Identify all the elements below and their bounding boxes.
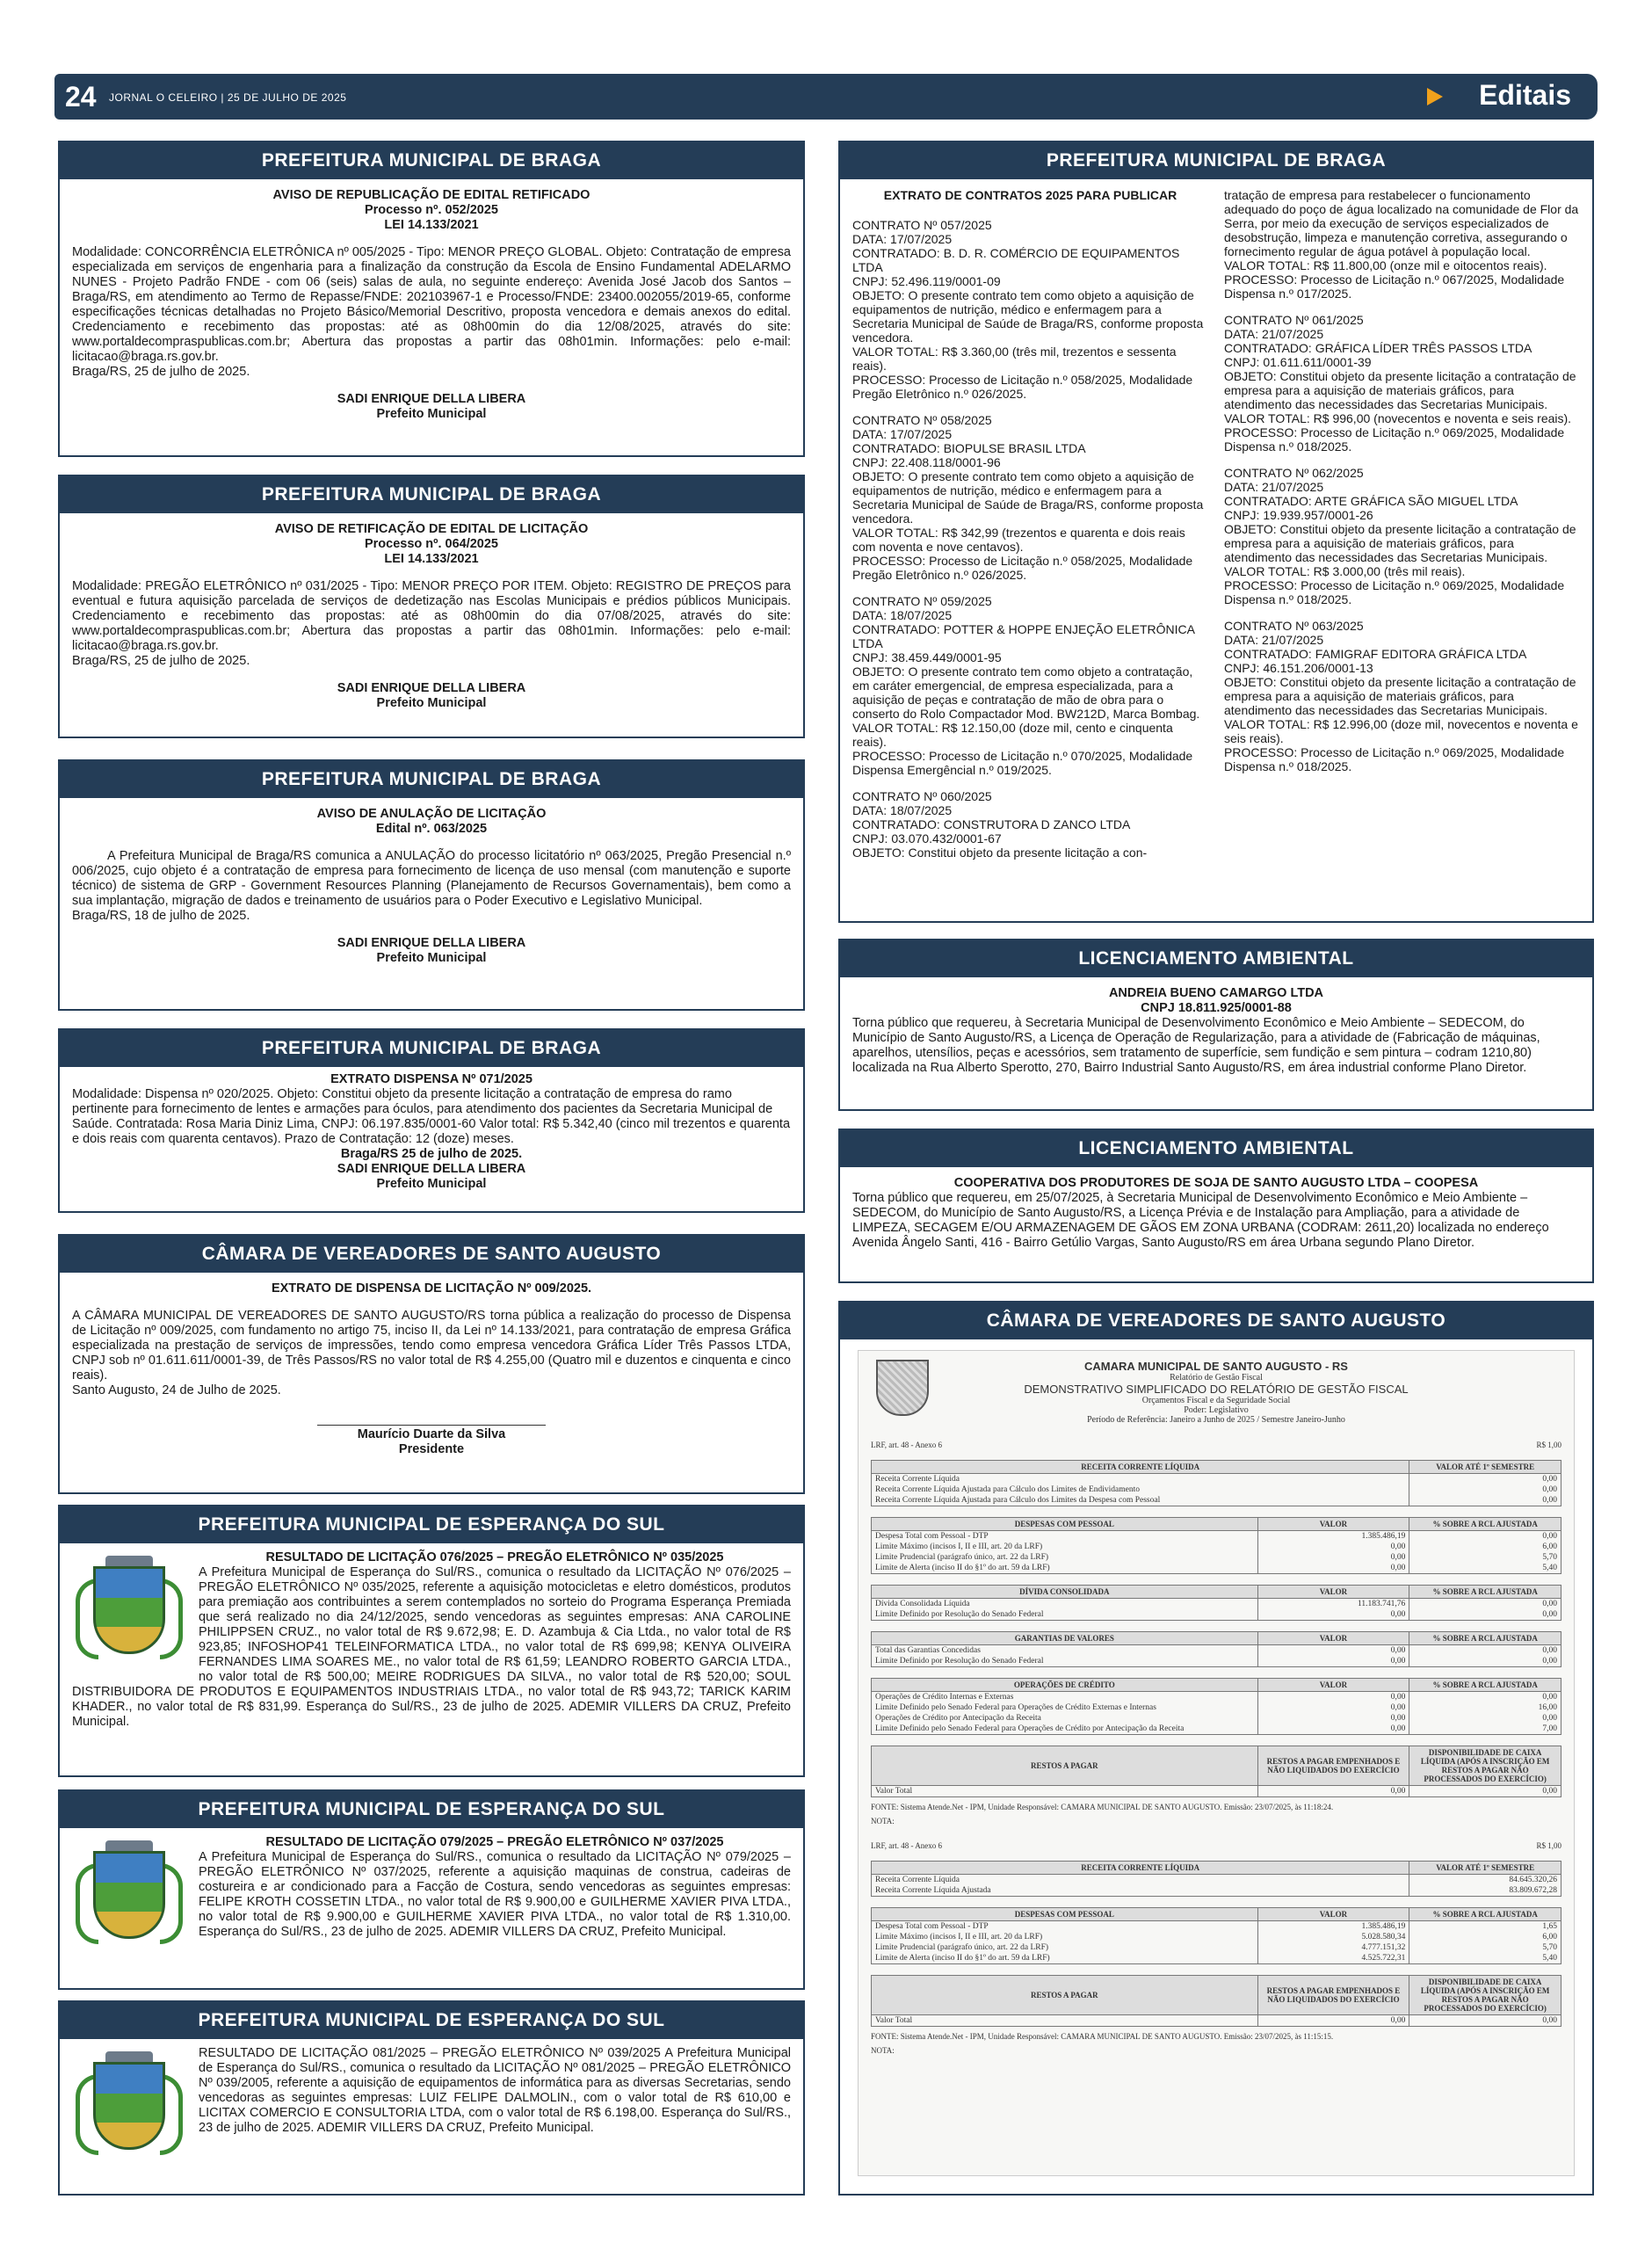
contract-line: CNPJ: 19.939.957/0001-26 — [1224, 508, 1373, 522]
table-header-cell: RECEITA CORRENTE LÍQUIDA — [872, 1461, 1409, 1474]
table-cell: 6,00 — [1409, 1932, 1561, 1942]
table-row — [872, 1702, 1561, 1713]
table-cell: 11.183.741,76 — [1257, 1599, 1409, 1610]
notice-edital: Edital nº. 063/2025 — [375, 822, 488, 836]
table-cell: Valor Total — [872, 2015, 1258, 2027]
contract-line: VALOR TOTAL: R$ 3.360,00 (três mil, trezentos e sessenta reais). — [852, 345, 1177, 373]
table-header-cell: RESTOS A PAGAR — [872, 1746, 1258, 1786]
contract-line: CONTRATO Nº 060/2025 — [852, 789, 992, 803]
table-header-cell: RECEITA CORRENTE LÍQUIDA — [872, 1862, 1409, 1875]
table-row — [872, 1599, 1561, 1610]
table-cell: 0,00 — [1409, 1484, 1561, 1495]
table-header-cell: VALOR — [1257, 1679, 1409, 1692]
notice-title: LICENCIAMENTO AMBIENTAL — [840, 1130, 1592, 1167]
contract-line: PROCESSO: Processo de Licitação n.º 058/2025, Modalidade Pregão Eletrônico n.º 026/2025. — [852, 373, 1193, 401]
signature-name: SADI ENRIQUE DELLA LIBERA — [337, 681, 526, 695]
table-header-cell: % SOBRE A RCL AJUSTADA — [1409, 1679, 1561, 1692]
notice-title: CÂMARA DE VEREADORES DE SANTO AUGUSTO — [840, 1303, 1592, 1339]
table-divida — [871, 1585, 1561, 1621]
notice-cnpj: CNPJ 18.811.925/0001-88 — [1141, 1001, 1292, 1015]
table-receita-2 — [871, 1861, 1561, 1897]
contract-line: CONTRATADO: ARTE GRÁFICA SÃO MIGUEL LTDA — [1224, 494, 1518, 508]
table-row — [872, 1875, 1561, 1886]
table-cell: 0,00 — [1257, 1563, 1409, 1574]
contract-line: CNPJ: 03.070.432/0001-67 — [852, 831, 1002, 846]
contract-line: CONTRATADO: POTTER & HOPPE ENJEÇÃO ELETRÔNICA LTDA — [852, 622, 1195, 650]
municipal-crest-icon — [72, 1556, 186, 1670]
table-header-cell: DISPONIBILIDADE DE CAIXA LÍQUIDA (APÓS A INSCRIÇÃO EM RESTOS A PAGAR NÃO PROCESSADOS DO EXERCÍCIO) — [1409, 1976, 1561, 2015]
notice-body: RESULTADO DE LICITAÇÃO 081/2025 – PREGÃO ELETRÔNICO Nº 039/2025 A Prefeitura Municipal de Esperança do Sul/RS., comunica o resultado da LICITAÇÃO Nº 081/2025 – PREGÃO ELETRÔNICO Nº 039/2005, referente a aquisição de equipamentos de informática para as diversas Secretarias, sendo vencedoras as seguintes empresas: LUIZ FELIPE DALMOLIN., com o valor total de R$ 610,00 e LICITAX COMERCIO E CONSULTORIA LTDA, com o valor total de R$ 6.198,00. Esperança do Sul/RS., 23 de julho de 2025. ADEMIR VILLERS DA CRUZ, Prefeito Municipal. — [199, 2046, 791, 2135]
contract-line: DATA: 21/07/2025 — [1224, 633, 1324, 647]
table-header-cell: VALOR — [1257, 1518, 1409, 1531]
table-cell: Despesa Total com Pessoal - DTP — [872, 1531, 1258, 1542]
notice-date: Braga/RS, 25 de julho de 2025. — [72, 365, 250, 379]
table-header-cell: DESPESAS COM PESSOAL — [872, 1908, 1258, 1921]
table-cell: Receita Corrente Líquida Ajustada — [872, 1885, 1409, 1897]
report-subtitle: Relatório de Gestão Fiscal — [1170, 1373, 1263, 1383]
notice-title: PREFEITURA MUNICIPAL DE BRAGA — [60, 1030, 803, 1067]
table-header-cell: DISPONIBILIDADE DE CAIXA LÍQUIDA (APÓS A INSCRIÇÃO EM RESTOS A PAGAR NÃO PROCESSADOS DO EXERCÍCIO) — [1409, 1746, 1561, 1786]
notice-body: Modalidade: Dispensa nº 020/2025. Objeto: Constitui objeto da presente licitação a contratação de empresa do ramo pertinente para fornecimento de lentes e armações para óculos, para atendimento dos pacientes da Secretaria Municipal de Saúde. Contratada: Rosa Maria Diniz Lima, CNPJ: 06.197.835/0001-60 Valor total: R$ 5.342,40 (cinco mil trezentos e quarenta e dois reais com quarenta centavos). Prazo de Contratação: 12 (doze) meses. — [72, 1087, 791, 1146]
table-cell: Dívida Consolidada Líquida — [872, 1599, 1258, 1610]
table-cell: 16,00 — [1409, 1702, 1561, 1713]
play-arrow-icon — [1427, 88, 1443, 105]
signature-role: Presidente — [398, 1442, 465, 1456]
contract-line: VALOR TOTAL: R$ 996,00 (novecentos e noventa e seis reais). — [1224, 411, 1572, 425]
table-cell: 0,00 — [1409, 1656, 1561, 1667]
table-cell: 0,00 — [1409, 1474, 1561, 1485]
table-cell: Receita Corrente Líquida — [872, 1875, 1409, 1886]
contract-line: CNPJ: 46.151.206/0001-13 — [1224, 661, 1373, 675]
table-row — [872, 1724, 1561, 1735]
notice-licenciamento-coopesa — [838, 1129, 1594, 1283]
contract-line: CONTRATADO: B. D. R. COMÉRCIO DE EQUIPAMENTOS LTDA — [852, 246, 1180, 274]
contract-line: PROCESSO: Processo de Licitação n.º 069/2025, Modalidade Dispensa n.º 018/2025. — [1224, 425, 1565, 454]
table-cell: 0,00 — [1257, 1552, 1409, 1563]
contract-line: CONTRATADO: GRÁFICA LÍDER TRÊS PASSOS LTDA — [1224, 341, 1532, 355]
table-row — [872, 1552, 1561, 1563]
notice-body: Torna público que requereu, à Secretaria Municipal de Desenvolvimento Econômico e Meio Ambiente – SEDECOM, do Município de Santo Augusto/RS, a Licença de Operação de Regularização, para a atividade de (Fabricação de máquinas, aparelhos, utensílios, peças e acessórios, sem tratamento de superfície, sem fundição e sem pintura – codram 1210,80) localizada na Rua Alberto Sperotto, 270, Bairro Industrial Santo Augusto/RS, em área industrial conforme Plano Diretor. — [852, 1016, 1540, 1075]
table-header-cell: % SOBRE A RCL AJUSTADA — [1409, 1908, 1561, 1921]
table-row — [872, 1885, 1561, 1897]
table-cell: 5,40 — [1409, 1563, 1561, 1574]
report-source: FONTE: Sistema Atende.Net - IPM, Unidade Responsável: CAMARA MUNICIPAL DE SANTO AUGUSTO. Emissão: 23/07/2025, às 11:18:24. — [871, 1803, 1334, 1811]
notice-title: PREFEITURA MUNICIPAL DE BRAGA — [840, 142, 1592, 179]
contract-line: VALOR TOTAL: R$ 11.800,00 (onze mil e oitocentos reais). — [1224, 258, 1547, 272]
contract-line: PROCESSO: Processo de Licitação n.º 069/2025, Modalidade Dispensa n.º 018/2025. — [1224, 745, 1565, 773]
table-cell: Limite Máximo (incisos I, II e III, art. 20 da LRF) — [872, 1932, 1258, 1942]
contract-line: VALOR TOTAL: R$ 3.000,00 (três mil reais). — [1224, 564, 1466, 578]
contract-line: CNPJ: 38.459.449/0001-95 — [852, 650, 1002, 664]
page-number: 24 — [65, 81, 97, 112]
coat-of-arms-icon — [876, 1360, 929, 1416]
table-cell: Total das Garantias Concedidas — [872, 1645, 1258, 1657]
table-restos — [871, 1746, 1561, 1797]
issue-label: JORNAL O CELEIRO | 25 DE JULHO DE 2025 — [109, 91, 347, 104]
table-row — [872, 1656, 1561, 1667]
contract-line: CONTRATO Nº 061/2025 — [1224, 313, 1364, 327]
table-cell: 0,00 — [1409, 1692, 1561, 1703]
notice-heading: COOPERATIVA DOS PRODUTORES DE SOJA DE SANTO AUGUSTO LTDA – COOPESA — [953, 1176, 1479, 1190]
contract-line: OBJETO: O presente contrato tem como objeto a contratação, em caráter emergencial, de empresa especializada, para a aquisição de peças e contratação de mão de obra para o conserto do Rolo Compactador Mod. BW212D, Marca Bombag. — [852, 664, 1200, 721]
table-cell: 4.525.722,31 — [1257, 1953, 1409, 1964]
table-cell: 0,00 — [1409, 1495, 1561, 1506]
contract-line: OBJETO: O presente contrato tem como objeto a aquisição de equipamentos de nutrição, médico e enfermagem para a Secretaria Municipal de Saúde de Braga/RS, conforme proposta vencedora. — [852, 469, 1204, 526]
table-cell: Limite Definido por Resolução do Senado Federal — [872, 1609, 1258, 1621]
notice-body: A CÂMARA MUNICIPAL DE VEREADORES DE SANTO AUGUSTO/RS torna pública a realização do processo de Dispensa de Licitação nº 009/2025, com fundamento no artigo 75, inciso II, da Lei nº 14.133/2021, para contratação de empresa Gráfica especializada na prestação de serviços de impressões, tendo como empresa vencedora Gráfica Líder Três Passos LTDA, CNPJ sob nº 01.611.611/0001-39, de Três Passos/RS no valor total de R$ 4.255,00 (Quatro mil e duzentos e cinquenta e cinco reais). — [72, 1309, 791, 1383]
table-header-cell: VALOR ATÉ 1º SEMESTRE — [1409, 1862, 1561, 1875]
notice-braga-anulacao — [58, 759, 805, 1011]
table-row — [872, 1563, 1561, 1574]
table-row — [872, 1786, 1561, 1797]
contract-line: CNPJ: 22.408.118/0001-96 — [852, 455, 1001, 469]
table-cell: 7,00 — [1409, 1724, 1561, 1735]
notice-heading: RESULTADO DE LICITAÇÃO 076/2025 – PREGÃO ELETRÔNICO Nº 035/2025 — [265, 1550, 724, 1564]
contract-line: OBJETO: Constitui objeto da presente licitação a contratação de empresa para a aquisição de materiais gráficos, para atendimento das necessidades das Secretarias Municipais. — [1224, 522, 1576, 564]
table-despesas — [871, 1517, 1561, 1574]
table-row — [872, 1484, 1561, 1495]
contract-line: DATA: 17/07/2025 — [852, 232, 953, 246]
table-cell: Limite Prudencial (parágrafo único, art. 22 da LRF) — [872, 1552, 1258, 1563]
table-despesas-2 — [871, 1907, 1561, 1964]
notice-body: Torna público que requereu, em 25/07/2025, à Secretaria Municipal de Desenvolvimento Econômico e Meio Ambiente – SEDECOM, do Município de Santo Augusto/RS, a Licença Prévia e de Instalação para Ampliação, para a atividade de LIMPEZA, SECAGEM E/OU ARMAZENAGEM DE GÃOS EM ZONA URBANA (CODRAM: 2611,20) localizada no endereço Avenida Ângelo Santi, 416 - Bairro Getúlio Vargas, Santo Augusto/RS em área Urbana segundo Plano Diretor. — [852, 1191, 1549, 1250]
notice-title: CÂMARA DE VEREADORES DE SANTO AUGUSTO — [60, 1236, 803, 1273]
page-header — [54, 74, 1598, 120]
table-row — [872, 1495, 1561, 1506]
contract-line: CONTRATO Nº 057/2025 — [852, 218, 992, 232]
table-receita — [871, 1460, 1561, 1506]
table-cell: Limite Definido pelo Senado Federal para Operações de Crédito por Antecipação da Receita — [872, 1724, 1258, 1735]
notice-braga-retificacao — [58, 475, 805, 738]
notice-title: PREFEITURA MUNICIPAL DE BRAGA — [60, 142, 803, 179]
table-cell: 83.809.672,28 — [1409, 1885, 1561, 1897]
table-row — [872, 1609, 1561, 1621]
table-header-cell: OPERAÇÕES DE CRÉDITO — [872, 1679, 1258, 1692]
table-row — [872, 1531, 1561, 1542]
table-cell: Limite de Alerta (inciso II do §1º do art. 59 da LRF) — [872, 1953, 1258, 1964]
lrf-tag: LRF, art. 48 - Anexo 6 — [871, 1441, 943, 1449]
table-cell: 5.028.580,34 — [1257, 1932, 1409, 1942]
contract-line: DATA: 21/07/2025 — [1224, 327, 1324, 341]
table-cell: Receita Corrente Líquida Ajustada para Cálculo dos Limites de Endividamento — [872, 1484, 1409, 1495]
table-cell: Despesa Total com Pessoal - DTP — [872, 1921, 1258, 1933]
table-cell: 0,00 — [1409, 1713, 1561, 1724]
report-name: DEMONSTRATIVO SIMPLIFICADO DO RELATÓRIO DE GESTÃO FISCAL — [1024, 1383, 1409, 1396]
contract-line: VALOR TOTAL: R$ 342,99 (trezentos e quarenta e dois reais com noventa e nove centavos). — [852, 526, 1185, 554]
table-cell: 5,70 — [1409, 1552, 1561, 1563]
table-row — [872, 2015, 1561, 2027]
contract-line: OBJETO: O presente contrato tem como objeto a aquisição de equipamentos de nutrição, médico e enfermagem para a Secretaria Municipal de Saúde de Braga/RS, conforme proposta vencedora. — [852, 288, 1204, 345]
report-title: CAMARA MUNICIPAL DE SANTO AUGUSTO - RS — [1084, 1360, 1348, 1373]
table-header-cell: RESTOS A PAGAR EMPENHADOS E NÃO LIQUIDADOS DO EXERCÍCIO — [1257, 1976, 1409, 2015]
notice-braga-extrato-contratos — [838, 141, 1594, 923]
contract-line: OBJETO: Constitui objeto da presente licitação a con- — [852, 846, 1148, 860]
notice-process: Processo nº. 064/2025 — [364, 537, 498, 551]
table-row — [872, 1474, 1561, 1485]
report-budget: Orçamentos Fiscal e da Seguridade Social — [1141, 1396, 1291, 1405]
contract-line: tratação de empresa para restabelecer o funcionamento adequado do poço de água localizado na comunidade de Flor da Serra, por meio da execução de serviços especializados de desobstrução, limpeza e manutenção corretiva, assegurando o fornecimento regular de água potável à população local. — [1224, 188, 1579, 258]
signature-name: SADI ENRIQUE DELLA LIBERA — [337, 392, 526, 406]
contract-line: VALOR TOTAL: R$ 12.996,00 (doze mil, novecentos e noventa e seis reais). — [1224, 717, 1578, 745]
signature-name: SADI ENRIQUE DELLA LIBERA — [337, 1162, 526, 1176]
notice-heading: AVISO DE ANULAÇÃO DE LICITAÇÃO — [316, 807, 547, 821]
contract-line: CNPJ: 01.611.611/0001-39 — [1224, 355, 1372, 369]
table-cell: Receita Corrente Líquida Ajustada para Cálculo dos Limites da Despesa com Pessoal — [872, 1495, 1409, 1506]
notice-law: LEI 14.133/2021 — [384, 218, 479, 232]
table-cell: Limite Máximo (incisos I, II e III, art. 20 da LRF) — [872, 1542, 1258, 1552]
table-cell: 0,00 — [1257, 1609, 1409, 1621]
table-restos-2 — [871, 1975, 1561, 2027]
currency-tag: R$ 1,00 — [1536, 1441, 1561, 1449]
table-cell: Receita Corrente Líquida — [872, 1474, 1409, 1485]
table-cell: Limite Definido por Resolução do Senado Federal — [872, 1656, 1258, 1667]
notice-braga-dispensa — [58, 1028, 805, 1213]
table-operacoes — [871, 1678, 1561, 1735]
notice-licenciamento-andreia — [838, 939, 1594, 1111]
table-cell: Valor Total — [872, 1786, 1258, 1797]
table-header-cell: VALOR — [1257, 1908, 1409, 1921]
table-cell: 0,00 — [1257, 1645, 1409, 1657]
table-header-cell: % SOBRE A RCL AJUSTADA — [1409, 1632, 1561, 1645]
notice-braga-republicacao — [58, 141, 805, 457]
extrato-right-column — [1224, 188, 1580, 860]
table-header-cell: % SOBRE A RCL AJUSTADA — [1409, 1518, 1561, 1531]
table-cell: 0,00 — [1409, 1599, 1561, 1610]
contract-line: PROCESSO: Processo de Licitação n.º 070/2025, Modalidade Dispensa Emergêncial n.º 019/2025. — [852, 749, 1193, 777]
table-cell: 0,00 — [1409, 1609, 1561, 1621]
table-cell: 0,00 — [1257, 1692, 1409, 1703]
table-cell: 0,00 — [1257, 1786, 1409, 1797]
contract-line: DATA: 21/07/2025 — [1224, 480, 1324, 494]
contract-line: CONTRATADO: FAMIGRAF EDITORA GRÁFICA LTDA — [1224, 647, 1527, 661]
signature-role: Prefeito Municipal — [376, 407, 487, 421]
table-cell: 0,00 — [1257, 1724, 1409, 1735]
table-cell: 0,00 — [1409, 1531, 1561, 1542]
table-header-cell: RESTOS A PAGAR EMPENHADOS E NÃO LIQUIDADOS DO EXERCÍCIO — [1257, 1746, 1409, 1786]
table-cell: Operações de Crédito Internas e Externas — [872, 1692, 1258, 1703]
notice-title: PREFEITURA MUNICIPAL DE ESPERANÇA DO SUL — [60, 1506, 803, 1543]
notice-heading: EXTRATO DE DISPENSA DE LICITAÇÃO Nº 009/2025. — [271, 1281, 592, 1296]
signature-name: SADI ENRIQUE DELLA LIBERA — [337, 936, 526, 950]
notice-body: Modalidade: CONCORRÊNCIA ELETRÔNICA nº 005/2025 - Tipo: MENOR PREÇO GLOBAL. Objeto: Contratação de empresa especializada em serviços de engenharia para a finalização da construção da Escola de Ensino Fundamental ADELARMO NUNES - Projeto Padrão FNDE - com 06 (seis) salas de aula, no seguinte endereço: Avenida José Jacob dos Santos – Braga/RS, em atendimento ao Termo de Repasse/FNDE: 202103967-1 e Processo/FNDE: 23400.002055/2019-65, conforme especificações técnicas detalhadas no Projeto Básico/Memorial Descritivo, proposta vencedora e demais anexos do edital. Credenciamento e recebimento das propostas: até as 08h00min do dia 12/08/2025, através do site: www.portaldecompraspublicas.com.br; Abertura das propostas a partir das 08h01min. Informações: pelo e-mail: licitacao@braga.rs.gov.br. — [72, 245, 791, 364]
notice-heading: AVISO DE RETIFICAÇÃO DE EDITAL DE LICITAÇÃO — [274, 522, 589, 536]
table-header-cell: RESTOS A PAGAR — [872, 1976, 1258, 2015]
notice-title: PREFEITURA MUNICIPAL DE BRAGA — [60, 476, 803, 513]
report-note: NOTA: — [871, 2046, 895, 2055]
notice-body: Modalidade: PREGÃO ELETRÔNICO nº 031/2025 - Tipo: MENOR PREÇO POR ITEM. Objeto: REGISTRO DE PREÇOS para eventual e futura aquisição parcelada de serviços de dedetização nas Escolas Municipais e prédios públicos Municipais. Credenciamento e recebimento das propostas: até as 08h00min do dia 07/08/2025, através do site: www.portaldecompraspublicas.com.br; Abertura das propostas a partir das 08h01min. Informações: pelo e-mail: licitacao@braga.rs.gov.br. — [72, 579, 791, 653]
table-row — [872, 1692, 1561, 1703]
municipal-crest-icon — [72, 2051, 186, 2166]
notice-law: LEI 14.133/2021 — [384, 552, 479, 566]
contract-line: DATA: 18/07/2025 — [852, 608, 953, 622]
contract-line: PROCESSO: Processo de Licitação n.º 069/2025, Modalidade Dispensa n.º 018/2025. — [1224, 578, 1565, 606]
signature-role: Prefeito Municipal — [376, 951, 487, 965]
signature-line — [317, 1425, 546, 1426]
fiscal-report-scan — [858, 1350, 1575, 2176]
extrato-left-column — [852, 188, 1208, 860]
municipal-crest-icon — [72, 1840, 186, 1955]
table-header-cell: % SOBRE A RCL AJUSTADA — [1409, 1586, 1561, 1599]
table-row — [872, 1921, 1561, 1933]
table-cell: 5,70 — [1409, 1942, 1561, 1953]
table-header-cell: VALOR — [1257, 1586, 1409, 1599]
table-header-cell: DESPESAS COM PESSOAL — [872, 1518, 1258, 1531]
extrato-heading: EXTRATO DE CONTRATOS 2025 PARA PUBLICAR — [883, 188, 1177, 202]
notice-camara-dispensa — [58, 1234, 805, 1494]
table-cell: 0,00 — [1257, 1656, 1409, 1667]
notice-body: A Prefeitura Municipal de Esperança do Sul/RS., comunica o resultado da LICITAÇÃO Nº 076/2025 – PREGÃO ELETRÔNICO Nº 035/2025, referente a aquisição motocicletas e eletro domésticos, produtos para premiação aos contribuintes a serem contemplados no sorteio do Programa Esperança Premiada que será realizado no dia 24/12/2025, sendo vencedoras as seguintes empresas: ANA CAROLINE PHILIPPSEN CRUZ., no valor total de R$ 9.672,98; E. D. Azambuja & Cia Ltda., no valor total de R$ 923,85; INFOSHOP41 TELEINFORMATICA LTDA., no valor total de R$ 699,98; KENYA OLIVEIRA FERNANDES LIMA SOARES ME., no valor total de R$ 61,59; LEANDRO ROBERTO GARCIA LTDA., no valor total de R$ 500,00; MEIRE RODRIGUES DA SILVA., no valor total de R$ 520,00; SOUL DISTRIBUIDORA DE PRODUTOS E EQUIPAMENTOS INDUSTRIAIS LTDA., no valor total de R$ 943,72; TARICK KARIM KHADER., no valor total de R$ 831,99. Esperança do Sul/RS., 23 de julho de 2025. ADEMIR VILLERS DA CRUZ, Prefeito Municipal. — [72, 1565, 791, 1729]
notice-esperanca-081 — [58, 2000, 805, 2196]
table-row — [872, 1942, 1561, 1953]
table-row — [872, 1932, 1561, 1942]
report-period: Período de Referência: Janeiro a Junho de 2025 / Semestre Janeiro-Junho — [1087, 1415, 1345, 1425]
signature-role: Prefeito Municipal — [376, 1177, 487, 1191]
notice-date: Braga/RS 25 de julho de 2025. — [340, 1147, 523, 1161]
notice-heading: RESULTADO DE LICITAÇÃO 079/2025 – PREGÃO ELETRÔNICO Nº 037/2025 — [265, 1835, 724, 1849]
notice-title: PREFEITURA MUNICIPAL DE ESPERANÇA DO SUL — [60, 1791, 803, 1828]
table-cell: Operações de Crédito por Antecipação da Receita — [872, 1713, 1258, 1724]
table-cell: 1.385.486,19 — [1257, 1531, 1409, 1542]
notice-date: Braga/RS, 18 de julho de 2025. — [72, 909, 250, 923]
table-row — [872, 1713, 1561, 1724]
notice-heading: ANDREIA BUENO CAMARGO LTDA — [1108, 986, 1324, 1000]
contract-line: DATA: 18/07/2025 — [852, 803, 953, 817]
table-row — [872, 1645, 1561, 1657]
notice-camara-relatorio — [838, 1301, 1594, 2196]
notice-esperanca-079 — [58, 1789, 805, 1990]
table-cell: 0,00 — [1257, 1542, 1409, 1552]
contract-line: OBJETO: Constitui objeto da presente licitação a contratação de empresa para a aquisição de materiais gráficos, para atendimento das necessidades das Secretarias Municipais. — [1224, 675, 1576, 717]
report-power: Poder: Legislativo — [1184, 1405, 1249, 1415]
notice-date: Braga/RS, 25 de julho de 2025. — [72, 654, 250, 668]
notice-title: LICENCIAMENTO AMBIENTAL — [840, 940, 1592, 977]
table-row — [872, 1953, 1561, 1964]
contract-line: CONTRATADO: BIOPULSE BRASIL LTDA — [852, 441, 1086, 455]
notice-body: A Prefeitura Municipal de Braga/RS comunica a ANULAÇÃO do processo licitatório nº 063/2025, Pregão Presencial n.º 006/2025, cujo objeto é a contratação de empresa para fornecimento de licença de uso mensal (com manutenção e suporte técnico) de sistema de GRP - Government Resources Planning (Planejamento de Recursos Governamentais), bem como a sua implantação, migração de dados e treinamento de usuários para o Poder Executivo e Legislativo Municipal. — [72, 849, 791, 908]
notice-heading: EXTRATO DISPENSA Nº 071/2025 — [330, 1072, 533, 1086]
table-cell: Limite Prudencial (parágrafo único, art. 22 da LRF) — [872, 1942, 1258, 1953]
table-cell: 0,00 — [1257, 1713, 1409, 1724]
contract-line: CONTRATO Nº 058/2025 — [852, 413, 992, 427]
contract-line: CONTRATO Nº 062/2025 — [1224, 466, 1364, 480]
signature-name: Maurício Duarte da Silva — [357, 1427, 506, 1441]
section-title: Editais — [1479, 79, 1571, 111]
table-cell: 5,40 — [1409, 1953, 1561, 1964]
contract-line: DATA: 17/07/2025 — [852, 427, 953, 441]
table-header-cell: VALOR — [1257, 1632, 1409, 1645]
signature-role: Prefeito Municipal — [376, 696, 487, 710]
table-header-cell: DÍVIDA CONSOLIDADA — [872, 1586, 1258, 1599]
table-cell: 0,00 — [1409, 2015, 1561, 2027]
table-cell: 0,00 — [1257, 2015, 1409, 2027]
table-header-cell: VALOR ATÉ 1º SEMESTRE — [1409, 1461, 1561, 1474]
contract-line: CNPJ: 52.496.119/0001-09 — [852, 274, 1001, 288]
contract-line: OBJETO: Constitui objeto da presente licitação a contratação de empresa para a aquisição de materiais gráficos, para atendimento das necessidades das Secretarias Municipais. — [1224, 369, 1576, 411]
contract-line: CONTRATO Nº 059/2025 — [852, 594, 992, 608]
table-cell: 84.645.320,26 — [1409, 1875, 1561, 1886]
notice-esperanca-076 — [58, 1505, 805, 1777]
report-note: NOTA: — [871, 1817, 895, 1825]
currency-tag: R$ 1,00 — [1536, 1841, 1561, 1850]
notice-body: A Prefeitura Municipal de Esperança do Sul/RS., comunica o resultado da LICITAÇÃO Nº 079/2025 – PREGÃO ELETRÔNICO Nº 037/2025, referente a aquisição maquinas de construa, cadeiras de costureira e ar condicionado para a Facção de Costura, sendo vencedoras as seguintes empresas: FELIPE KROTH COSSETIN LTDA., no valor total de R$ 9.900,00 e GUILHERME XAVIER PIVA LTDA., no valor total de R$ 9.900,00 e GUILHERME XAVIER PIVA LTDA., no valor total de R$ 1.310,00. Esperança do Sul/RS., 23 de julho de 2025. ADEMIR VILLERS DA CRUZ, Prefeito Municipal. — [199, 1850, 791, 1939]
table-cell: 4.777.151,32 — [1257, 1942, 1409, 1953]
contract-line: PROCESSO: Processo de Licitação n.º 058/2025, Modalidade Pregão Eletrônico n.º 026/2025. — [852, 554, 1193, 582]
table-cell: Limite Definido pelo Senado Federal para Operações de Crédito Externas e Internas — [872, 1702, 1258, 1713]
notice-process: Processo nº. 052/2025 — [364, 203, 498, 217]
notice-date: Santo Augusto, 24 de Julho de 2025. — [72, 1383, 281, 1397]
table-cell: 6,00 — [1409, 1542, 1561, 1552]
table-cell: Limite de Alerta (inciso II do §1º do art. 59 da LRF) — [872, 1563, 1258, 1574]
contract-line: CONTRATO Nº 063/2025 — [1224, 619, 1364, 633]
table-garantias — [871, 1631, 1561, 1667]
contract-line: PROCESSO: Processo de Licitação n.º 067/2025, Modalidade Dispensa n.º 017/2025. — [1224, 272, 1565, 301]
table-row — [872, 1542, 1561, 1552]
table-cell: 1.385.486,19 — [1257, 1921, 1409, 1933]
contract-line: CONTRATADO: CONSTRUTORA D ZANCO LTDA — [852, 817, 1131, 831]
table-cell: 0,00 — [1409, 1645, 1561, 1657]
table-cell: 0,00 — [1257, 1702, 1409, 1713]
report-source: FONTE: Sistema Atende.Net - IPM, Unidade Responsável: CAMARA MUNICIPAL DE SANTO AUGUSTO. Emissão: 23/07/2025, às 11:15:15. — [871, 2032, 1334, 2041]
notice-title: PREFEITURA MUNICIPAL DE ESPERANÇA DO SUL — [60, 2002, 803, 2039]
table-cell: 1,65 — [1409, 1921, 1561, 1933]
notice-title: PREFEITURA MUNICIPAL DE BRAGA — [60, 761, 803, 798]
lrf-tag: LRF, art. 48 - Anexo 6 — [871, 1841, 943, 1850]
table-header-cell: GARANTIAS DE VALORES — [872, 1632, 1258, 1645]
notice-heading: AVISO DE REPUBLICAÇÃO DE EDITAL RETIFICADO — [272, 188, 591, 202]
contract-line: VALOR TOTAL: R$ 12.150,00 (doze mil, cento e cinquenta reais). — [852, 721, 1173, 749]
table-cell: 0,00 — [1409, 1786, 1561, 1797]
